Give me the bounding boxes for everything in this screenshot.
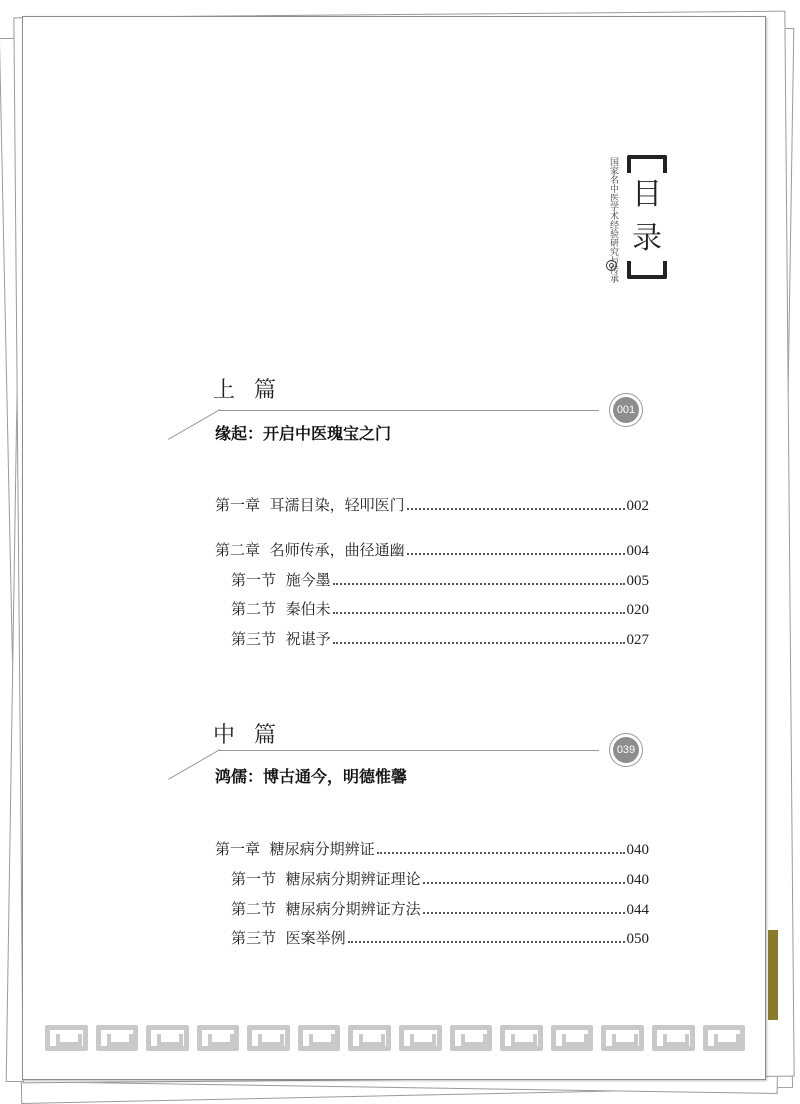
toc-entry[interactable]	[231, 629, 649, 649]
entry-name: 名师传承，曲径通幽	[269, 541, 405, 559]
toc-heading-char: 录	[632, 221, 662, 256]
entry-name: 糖尿病分期辨证理论	[285, 870, 421, 888]
leader-dots	[423, 882, 625, 884]
entry-label: 第一章	[215, 840, 261, 858]
entry-name: 秦伯未	[285, 600, 331, 618]
toc-entry[interactable]	[231, 869, 649, 889]
page-badge	[609, 393, 643, 427]
entry-name: 祝谌予	[285, 630, 331, 648]
fret-tile-icon	[346, 1023, 393, 1053]
toc-entry[interactable]	[215, 839, 649, 859]
entry-page: 020	[626, 602, 649, 618]
entry-name: 糖尿病分期辨证方法	[285, 900, 421, 918]
divider	[219, 750, 599, 751]
ornament-icon	[606, 260, 617, 271]
entry-page: 027	[626, 632, 649, 648]
entry-page: 050	[626, 931, 649, 947]
bracket-bottom-icon	[627, 261, 667, 279]
part-subtitle: 鸿儒：博古通今，明德惟馨	[215, 767, 408, 786]
page-badge	[609, 733, 643, 767]
fret-tile-icon	[498, 1023, 545, 1053]
divider-diagonal	[168, 749, 220, 780]
leader-dots	[348, 941, 625, 943]
entry-page: 004	[626, 543, 649, 559]
entry-page: 040	[626, 842, 649, 858]
entry-label: 第一节	[231, 870, 277, 888]
toc-entry[interactable]	[215, 540, 649, 560]
part-title: 中 篇	[213, 723, 282, 748]
entry-name: 施今墨	[285, 571, 331, 589]
entry-label: 第一章	[215, 496, 261, 514]
fret-tile-icon	[245, 1023, 292, 1053]
entry-name: 医案举例	[285, 929, 346, 947]
fret-tile-icon	[195, 1023, 242, 1053]
entry-name: 耳濡目染，轻叩医门	[269, 496, 405, 514]
fret-tile-icon	[549, 1023, 596, 1053]
fret-tile-icon	[296, 1023, 343, 1053]
toc-page	[22, 16, 766, 1080]
leader-dots	[407, 553, 625, 555]
fret-tile-icon	[144, 1023, 191, 1053]
part-title: 上 篇	[213, 378, 282, 403]
toc-entry[interactable]	[231, 899, 649, 919]
toc-entry[interactable]	[231, 928, 649, 948]
fret-tile-icon	[94, 1023, 141, 1053]
bracket-top-icon	[627, 155, 667, 173]
entry-page: 005	[626, 573, 649, 589]
back-page-edge	[768, 930, 778, 1020]
entry-page: 040	[626, 872, 649, 888]
fret-tile-icon	[448, 1023, 495, 1053]
toc-heading-char: 目	[632, 177, 662, 212]
entry-label: 第二节	[231, 600, 277, 618]
fret-tile-icon	[43, 1023, 90, 1053]
fret-tile-icon	[397, 1023, 444, 1053]
toc-entry[interactable]	[231, 570, 649, 590]
part-subtitle: 缘起：开启中医瑰宝之门	[215, 424, 392, 443]
entry-name: 糖尿病分期辨证	[269, 840, 375, 858]
fret-tile-icon	[701, 1023, 748, 1053]
fret-tile-icon	[599, 1023, 646, 1053]
entry-label: 第一节	[231, 571, 277, 589]
toc-entry[interactable]	[231, 599, 649, 619]
toc-entry[interactable]	[215, 495, 649, 515]
divider-diagonal	[168, 409, 220, 440]
divider	[219, 410, 599, 411]
leader-dots	[333, 583, 625, 585]
leader-dots	[333, 642, 625, 644]
toc-heading	[627, 155, 667, 279]
series-title: 国家名中医学术经验研究与传承	[608, 157, 618, 283]
page-badge-number: 039	[613, 737, 639, 763]
entry-label: 第三节	[231, 929, 277, 947]
leader-dots	[423, 912, 625, 914]
leader-dots	[407, 508, 625, 510]
entry-label: 第三节	[231, 630, 277, 648]
leader-dots	[333, 612, 625, 614]
page-badge-number: 001	[613, 397, 639, 423]
entry-label: 第二节	[231, 900, 277, 918]
fret-tile-icon	[650, 1023, 697, 1053]
entry-label: 第二章	[215, 541, 261, 559]
fret-border	[43, 1023, 747, 1059]
leader-dots	[377, 852, 625, 854]
entry-page: 002	[626, 498, 649, 514]
entry-page: 044	[626, 902, 649, 918]
